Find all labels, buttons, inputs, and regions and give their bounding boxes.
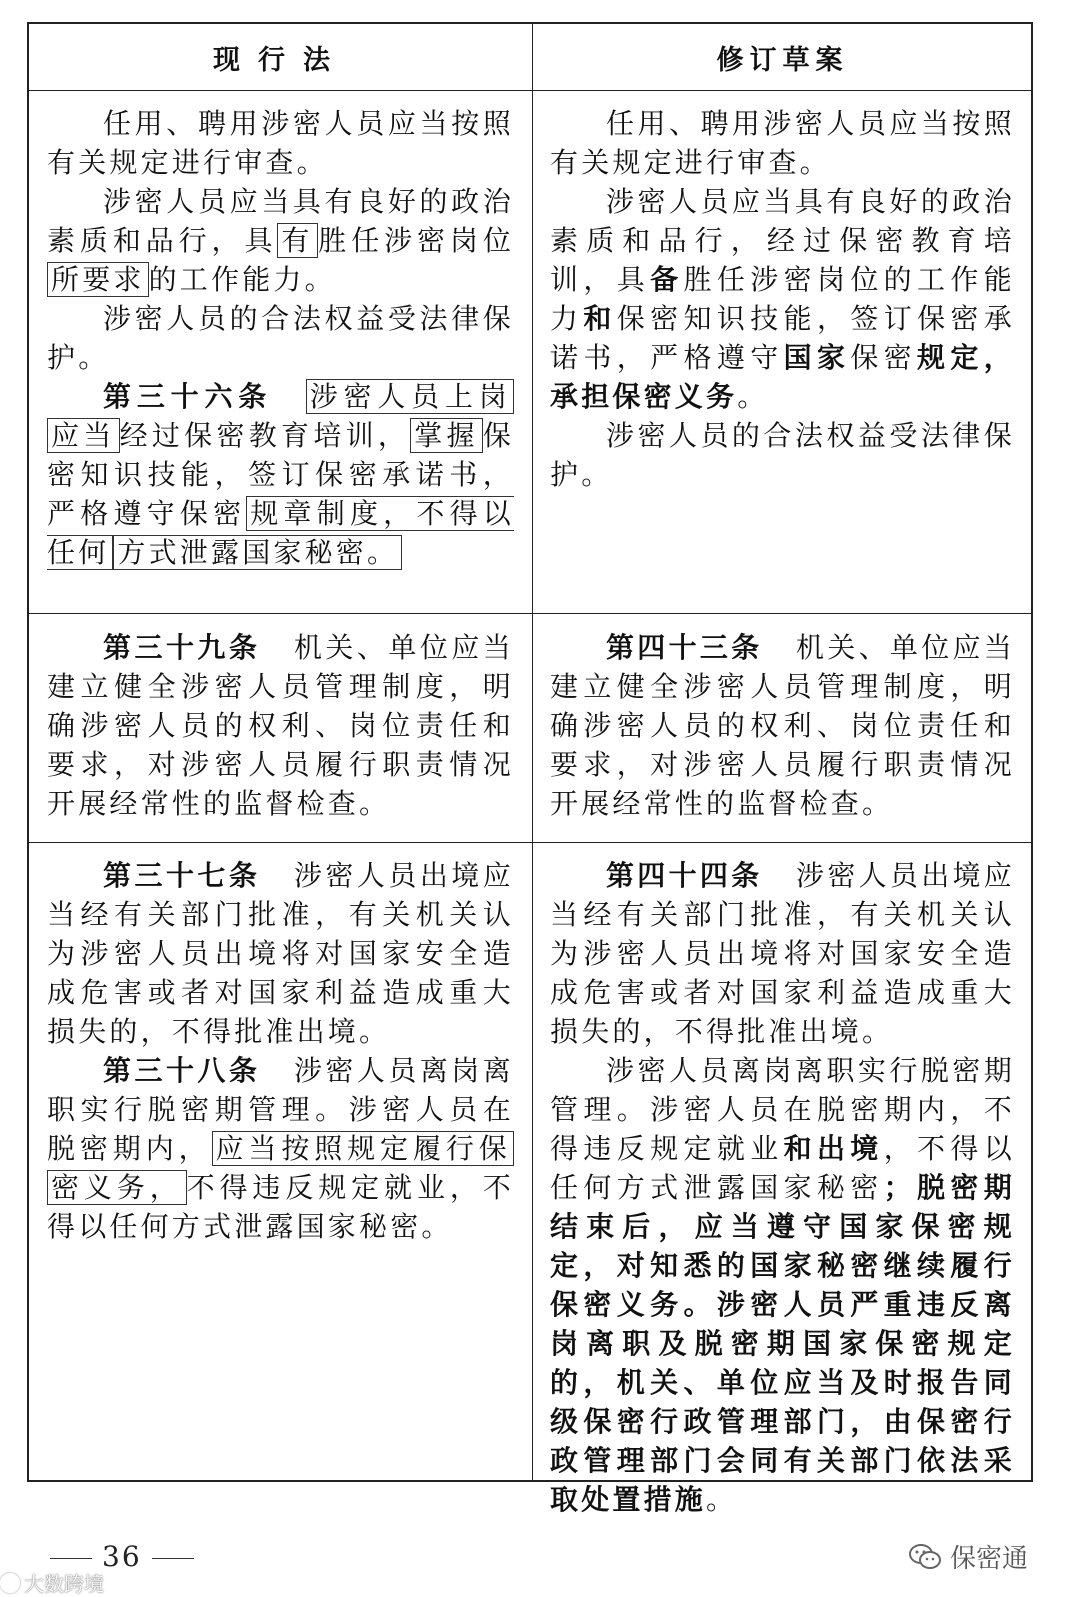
watermark-logo-icon bbox=[0, 1573, 20, 1593]
text: 涉密人员的合法权益受法律保护。 bbox=[550, 419, 1015, 491]
text: 经过保密教育培训， bbox=[119, 419, 411, 452]
text: 涉密人员出境应当经有关部门批准，有关机关认为涉密人员出境将对国家安全造成危害或者对国家利益造成重大损失的，不得批准出境。 bbox=[550, 859, 1015, 1048]
row1-current-law bbox=[29, 104, 532, 572]
bold-added-text: ；脱密期结束后，应当遵守国家保密规定，对知悉的国家秘密继续履行保密义务。涉密人员严重违反离岗离职及脱密期国家保密规定的，机关、单位应当及时报告同级保密行政管理部门，由保密行政管理部门会同有关部门依法采取处置措施 bbox=[550, 1171, 1015, 1516]
text: 。 bbox=[737, 380, 769, 413]
text: 保密 bbox=[850, 341, 918, 374]
header-current-law: 现行法 bbox=[213, 44, 348, 76]
article-number: 第三十八条 bbox=[103, 1054, 261, 1087]
text: 保密知识技能，签订保密承诺书，严格遵守保密 bbox=[47, 419, 515, 530]
text: 胜任涉密岗位 bbox=[318, 224, 515, 257]
text: 。 bbox=[706, 1483, 738, 1516]
text: 不得违反规定就业，不得以任何方式泄露国家秘密。 bbox=[47, 1171, 514, 1243]
row2-current-law bbox=[29, 628, 532, 823]
wechat-icon bbox=[908, 1543, 942, 1571]
paragraph bbox=[550, 416, 1015, 494]
paragraph bbox=[47, 104, 514, 182]
footer-dash bbox=[152, 1558, 194, 1559]
boxed-deleted-text: 方式泄露国家秘密。 bbox=[113, 535, 402, 570]
bold-added-text: 国家 bbox=[783, 341, 851, 374]
row3-revised-draft bbox=[532, 856, 1033, 1519]
boxed-deleted-text: 有 bbox=[277, 223, 318, 258]
boxed-deleted-text: 所要求 bbox=[47, 262, 149, 297]
paragraph bbox=[550, 628, 1015, 823]
page-number: 36 bbox=[102, 1540, 142, 1573]
paragraph bbox=[47, 856, 514, 1051]
row-divider bbox=[29, 842, 1031, 843]
bold-added-text: 备 bbox=[650, 263, 684, 296]
watermark-right bbox=[908, 1538, 1028, 1575]
text: 机关、单位应当建立健全涉密人员管理制度，明确涉密人员的权利、岗位责任和要求，对涉密人员履行职责情况开展经常性的监督检查。 bbox=[47, 631, 514, 820]
watermark-text: 大数跨境 bbox=[24, 1572, 104, 1596]
row2-revised-draft bbox=[532, 628, 1033, 823]
article-number: 第四十三条 bbox=[606, 631, 763, 664]
text: 涉密人员的合法权益受法律保护。 bbox=[47, 302, 514, 374]
paragraph bbox=[47, 182, 514, 299]
paragraph bbox=[550, 182, 1015, 416]
text: 涉密人员应当具有良好的政治素质和品行，经过保密教育培训，具 bbox=[550, 185, 1015, 296]
paragraph bbox=[550, 104, 1015, 182]
article-number: 第三十九条 bbox=[103, 631, 261, 664]
text: 涉密人员离岗离职实行脱密期管理。涉密人员在脱密期内，不得违反规定就业 bbox=[550, 1054, 1015, 1165]
row3-current-law bbox=[29, 856, 532, 1246]
article-number: 第四十四条 bbox=[606, 859, 763, 892]
text: 任用、聘用涉密人员应当按照有关规定进行审查。 bbox=[550, 107, 1015, 179]
watermark-left bbox=[0, 1568, 104, 1597]
paragraph bbox=[550, 856, 1015, 1051]
boxed-deleted-text: 涉密人员上岗 bbox=[306, 379, 514, 414]
boxed-deleted-text: 应当 bbox=[47, 418, 120, 453]
paragraph bbox=[47, 628, 514, 823]
text: 涉密人员出境应当经有关部门批准，有关机关认为涉密人员出境将对国家安全造成危害或者对国家利益造成重大损失的，不得批准出境。 bbox=[47, 859, 514, 1048]
bold-added-text: 和 bbox=[583, 302, 617, 335]
article-number: 第三十七条 bbox=[103, 859, 261, 892]
row-divider bbox=[29, 613, 1031, 614]
boxed-deleted-text: 掌握 bbox=[410, 418, 483, 453]
text: 涉密人员应当具有良好的政治素质和品行，具 bbox=[47, 185, 514, 257]
row1-revised-draft bbox=[532, 104, 1033, 494]
row-divider bbox=[29, 90, 1031, 91]
text: 保密知识技能，签订保密承诺书，严格遵守 bbox=[550, 302, 1016, 374]
text: 的工作能力。 bbox=[148, 263, 336, 296]
text: 机关、单位应当建立健全涉密人员管理制度，明确涉密人员的权利、岗位责任和要求，对涉密人员履行职责情况开展经常性的监督检查。 bbox=[550, 631, 1015, 820]
bold-added-text: 和出境 bbox=[783, 1132, 884, 1165]
paragraph bbox=[47, 1051, 514, 1246]
text: ，不得以任何方式泄露国家秘密 bbox=[550, 1132, 1015, 1204]
text: 涉密人员离岗离职实行脱密期管理。涉密人员在脱密期内， bbox=[47, 1054, 514, 1165]
paragraph bbox=[47, 299, 514, 377]
boxed-deleted-text: 密义务， bbox=[47, 1170, 187, 1205]
footer-dash bbox=[50, 1558, 92, 1559]
article-number: 第三十六条 bbox=[103, 380, 273, 413]
paragraph bbox=[550, 1051, 1015, 1519]
paragraph bbox=[47, 377, 514, 572]
boxed-deleted-text: 应当按照规定履行保 bbox=[212, 1131, 514, 1166]
bold-added-text: 规定，承担保密义务 bbox=[550, 341, 1015, 413]
header-revised-draft: 修订草案 bbox=[716, 44, 849, 76]
boxed-deleted-text: 规章制度，不得以任何 bbox=[47, 497, 514, 569]
text: 任用、聘用涉密人员应当按照有关规定进行审查。 bbox=[47, 107, 514, 179]
comparison-table bbox=[27, 22, 1033, 1516]
text: 胜任涉密岗位的工作能力 bbox=[550, 263, 1015, 335]
watermark-text: 保密通 bbox=[949, 1544, 1028, 1574]
